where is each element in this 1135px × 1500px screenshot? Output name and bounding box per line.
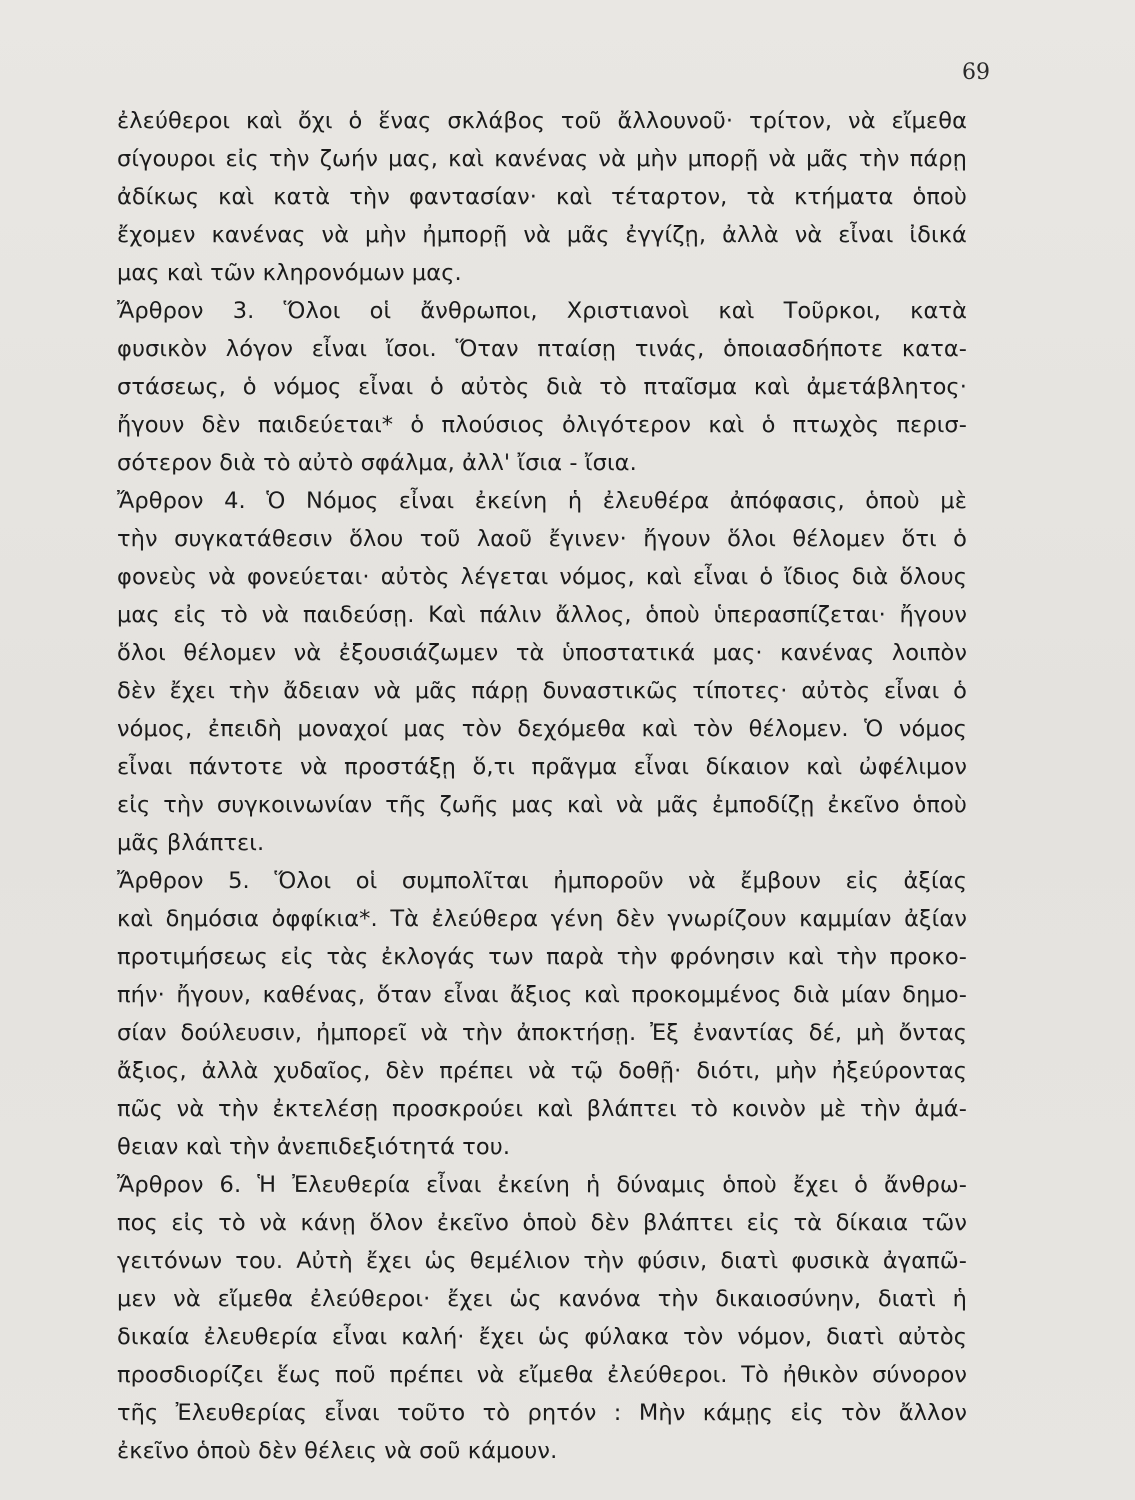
article-4-heading-line: Ἄρθρον 4. Ὁ Νόμος εἶναι ἐκείνη ἡ ἐλευθέρα ἀπόφασις, ὁποὺ μὲ (117, 488, 967, 514)
text-line: δὲν ἔχει τὴν ἄδειαν νὰ μᾶς πάρῃ δυναστικῶς τίποτες· αὐτὸς εἶναι ὁ (117, 678, 967, 704)
text-line: εἶναι πάντοτε νὰ προστάξῃ ὅ,τι πρᾶγμα εἶναι δίκαιον καὶ ὠφέλιμον (117, 754, 967, 780)
text-line: σότερον διὰ τὸ αὐτὸ σφάλμα, ἀλλ' ἴσια - ἴσια. (117, 450, 637, 476)
text-line: ἐκεῖνο ὁποὺ δὲν θέλεις νὰ σοῦ κάμουν. (117, 1438, 558, 1464)
text-line: καὶ δημόσια ὀφφίκια*. Τὰ ἐλεύθερα γένη δὲν γνωρίζουν καμμίαν ἀξίαν (117, 906, 967, 932)
text-line: γειτόνων του. Αὐτὴ ἔχει ὡς θεμέλιον τὴν φύσιν, διατὶ φυσικὰ ἀγαπῶ- (117, 1248, 967, 1274)
text-line: ἐλεύθεροι καὶ ὄχι ὁ ἕνας σκλάβος τοῦ ἄλλουνοῦ· τρίτον, νὰ εἴμεθα (117, 108, 967, 134)
text-line: πῶς νὰ τὴν ἐκτελέσῃ προσκρούει καὶ βλάπτει τὸ κοινὸν μὲ τὴν ἀμά- (117, 1096, 967, 1122)
text-line: φυσικὸν λόγον εἶναι ἴσοι. Ὅταν πταίσῃ τινάς, ὁποιασδήποτε κατα- (117, 336, 967, 362)
text-line: ὅλοι θέλομεν νὰ ἐξουσιάζωμεν τὰ ὑποστατικά μας· κανένας λοιπὸν (117, 640, 967, 666)
text-line: μεν νὰ εἴμεθα ἐλεύθεροι· ἔχει ὡς κανόνα τὴν δικαιοσύνην, διατὶ ἡ (117, 1286, 967, 1312)
article-5-heading-line: Ἄρθρον 5. Ὅλοι οἱ συμπολῖται ἠμποροῦν νὰ ἔμβουν εἰς ἀξίας (117, 868, 967, 894)
text-line: σίαν δούλευσιν, ἠμπορεῖ νὰ τὴν ἀποκτήσῃ. Ἐξ ἐναντίας δέ, μὴ ὄντας (117, 1020, 967, 1046)
text-line: εἰς τὴν συγκοινωνίαν τῆς ζωῆς μας καὶ νὰ μᾶς ἐμποδίζῃ ἐκεῖνο ὁποὺ (117, 792, 967, 818)
article-6-heading-line: Ἄρθρον 6. Ἡ Ἐλευθερία εἶναι ἐκείνη ἡ δύναμις ὁποὺ ἔχει ὁ ἄνθρω- (117, 1172, 967, 1198)
text-line: πήν· ἤγουν, καθένας, ὅταν εἶναι ἄξιος καὶ προκομμένος διὰ μίαν δημο- (117, 982, 967, 1008)
text-line: μᾶς βλάπτει. (117, 830, 265, 856)
text-line: πος εἰς τὸ νὰ κάνῃ ὅλον ἐκεῖνο ὁποὺ δὲν βλάπτει εἰς τὰ δίκαια τῶν (117, 1210, 967, 1236)
text-line: φονεὺς νὰ φονεύεται· αὐτὸς λέγεται νόμος, καὶ εἶναι ὁ ἴδιος διὰ ὅλους (117, 564, 967, 590)
text-line: τῆς Ἐλευθερίας εἶναι τοῦτο τὸ ρητόν : Μὴν κάμῃς εἰς τὸν ἄλλον (117, 1400, 967, 1426)
page-number: 69 (962, 60, 990, 85)
article-3-heading-line: Ἄρθρον 3. Ὅλοι οἱ ἄνθρωποι, Χριστιανοὶ καὶ Τοῦρκοι, κατὰ (117, 298, 967, 324)
text-line: ἤγουν δὲν παιδεύεται* ὁ πλούσιος ὀλιγότερον καὶ ὁ πτωχὸς περισ- (117, 412, 967, 438)
text-line: στάσεως, ὁ νόμος εἶναι ὁ αὐτὸς διὰ τὸ πταῖσμα καὶ ἀμετάβλητος· (117, 374, 967, 400)
text-line: ἀδίκως καὶ κατὰ τὴν φαντασίαν· καὶ τέταρτον, τὰ κτήματα ὁποὺ (117, 184, 967, 210)
text-line: θειαν καὶ τὴν ἀνεπιδεξιότητά του. (117, 1134, 511, 1160)
text-line: σίγουροι εἰς τὴν ζωήν μας, καὶ κανένας νὰ μὴν μπορῇ νὰ μᾶς τὴν πάρῃ (117, 146, 967, 172)
text-line: προσδιορίζει ἕως ποῦ πρέπει νὰ εἴμεθα ἐλεύθεροι. Τὸ ἠθικὸν σύνορον (117, 1362, 967, 1388)
text-line: τὴν συγκατάθεσιν ὅλου τοῦ λαοῦ ἔγινεν· ἤγουν ὅλοι θέλομεν ὅτι ὁ (117, 526, 967, 552)
text-line: μας εἰς τὸ νὰ παιδεύσῃ. Καὶ πάλιν ἄλλος, ὁποὺ ὑπερασπίζεται· ἤγουν (117, 602, 967, 628)
text-line: νόμος, ἐπειδὴ μοναχοί μας τὸν δεχόμεθα καὶ τὸν θέλομεν. Ὁ νόμος (117, 716, 967, 742)
text-line: ἔχομεν κανένας νὰ μὴν ἠμπορῇ νὰ μᾶς ἐγγίζῃ, ἀλλὰ νὰ εἶναι ἰδικά (117, 222, 967, 248)
text-line: ἄξιος, ἀλλὰ χυδαῖος, δὲν πρέπει νὰ τῷ δοθῇ· διότι, μὴν ἠξεύροντας (117, 1058, 967, 1084)
body-text (117, 102, 967, 1470)
text-line: δικαία ἐλευθερία εἶναι καλή· ἔχει ὡς φύλακα τὸν νόμον, διατὶ αὐτὸς (117, 1324, 967, 1350)
text-line: μας καὶ τῶν κληρονόμων μας. (117, 260, 462, 286)
text-line: προτιμήσεως εἰς τὰς ἐκλογάς των παρὰ τὴν φρόνησιν καὶ τὴν προκο- (117, 944, 967, 970)
